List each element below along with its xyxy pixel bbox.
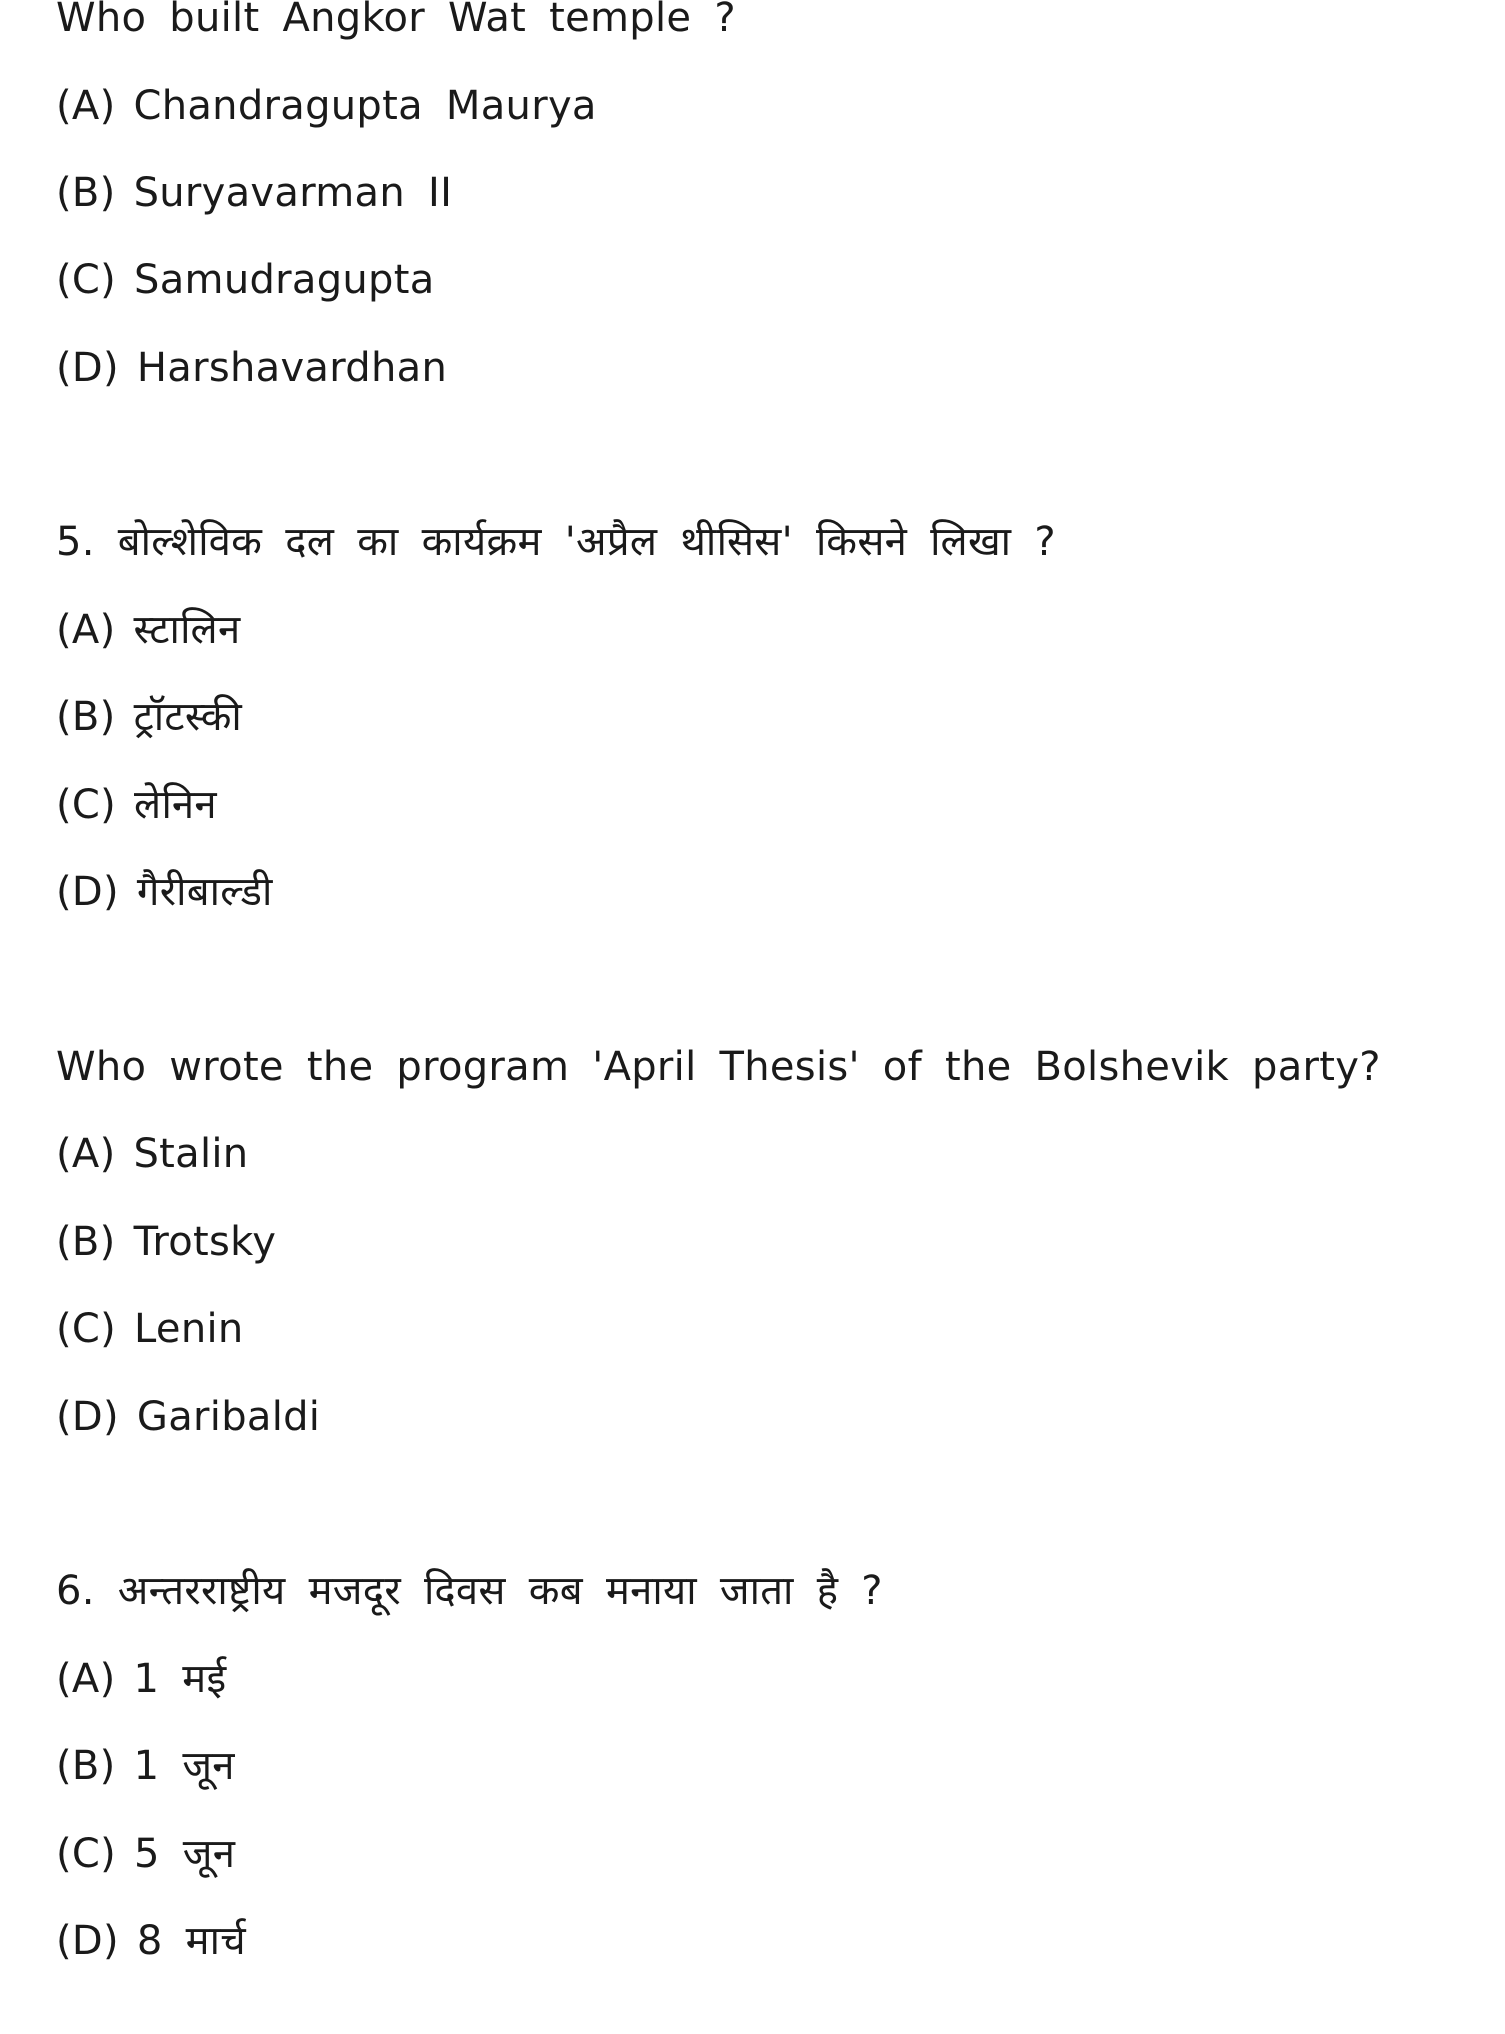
option-letter: (B) [56,694,116,740]
option-letter: (C) [56,1306,117,1352]
option-a [56,82,597,130]
option-text: Stalin [133,1131,249,1177]
option-letter: (D) [56,1918,119,1964]
option-letter: (C) [56,782,117,828]
option-text: Suryavarman II [133,170,453,216]
option-letter: (D) [56,869,119,915]
question-text: Who built Angkor Wat temple ? [56,0,736,41]
option-b [56,1218,276,1266]
option-letter: (A) [56,1131,116,1177]
option-text: Garibaldi [136,1394,321,1440]
option-letter: (B) [56,170,116,216]
question-text: 5. बोल्शेविक दल का कार्यक्रम 'अप्रैल थीसिस' किसने लिखा ? [56,519,1056,565]
option-letter: (D) [56,1394,119,1440]
option-text: 1 मई [133,1656,227,1702]
option-text: गैरीबाल्डी [136,869,273,915]
option-d [56,344,447,392]
option-text: स्टालिन [133,607,241,653]
option-b [56,1742,235,1790]
option-c [56,1305,244,1353]
question-text: Who wrote the program 'April Thesis' of the Bolshevik party? [56,1044,1381,1090]
option-c [56,1830,235,1878]
option-letter: (D) [56,345,119,391]
option-letter: (A) [56,607,116,653]
option-text: लेनिन [134,782,217,828]
option-a [56,1655,226,1703]
option-text: Trotsky [133,1219,277,1265]
option-letter: (A) [56,83,116,129]
option-letter: (C) [56,257,117,303]
option-text: Chandragupta Maurya [133,83,597,129]
option-text: Lenin [134,1306,244,1352]
option-text: Harshavardhan [136,345,448,391]
option-b [56,169,452,217]
option-text: 5 जून [134,1831,236,1877]
option-d [56,1917,246,1965]
option-a [56,606,240,654]
option-letter: (C) [56,1831,117,1877]
option-d [56,868,273,916]
option-c [56,256,435,304]
question-text: 6. अन्तरराष्ट्रीय मजदूर दिवस कब मनाया जाता है ? [56,1568,883,1614]
option-text: ट्रॉटस्की [133,694,243,740]
option-text: 1 जून [133,1743,235,1789]
option-letter: (A) [56,1656,116,1702]
option-b [56,693,242,741]
option-c [56,781,217,829]
option-d [56,1393,320,1441]
option-a [56,1130,248,1178]
option-text: 8 मार्च [136,1918,246,1964]
option-letter: (B) [56,1219,116,1265]
option-text: Samudragupta [134,257,435,303]
option-letter: (B) [56,1743,116,1789]
